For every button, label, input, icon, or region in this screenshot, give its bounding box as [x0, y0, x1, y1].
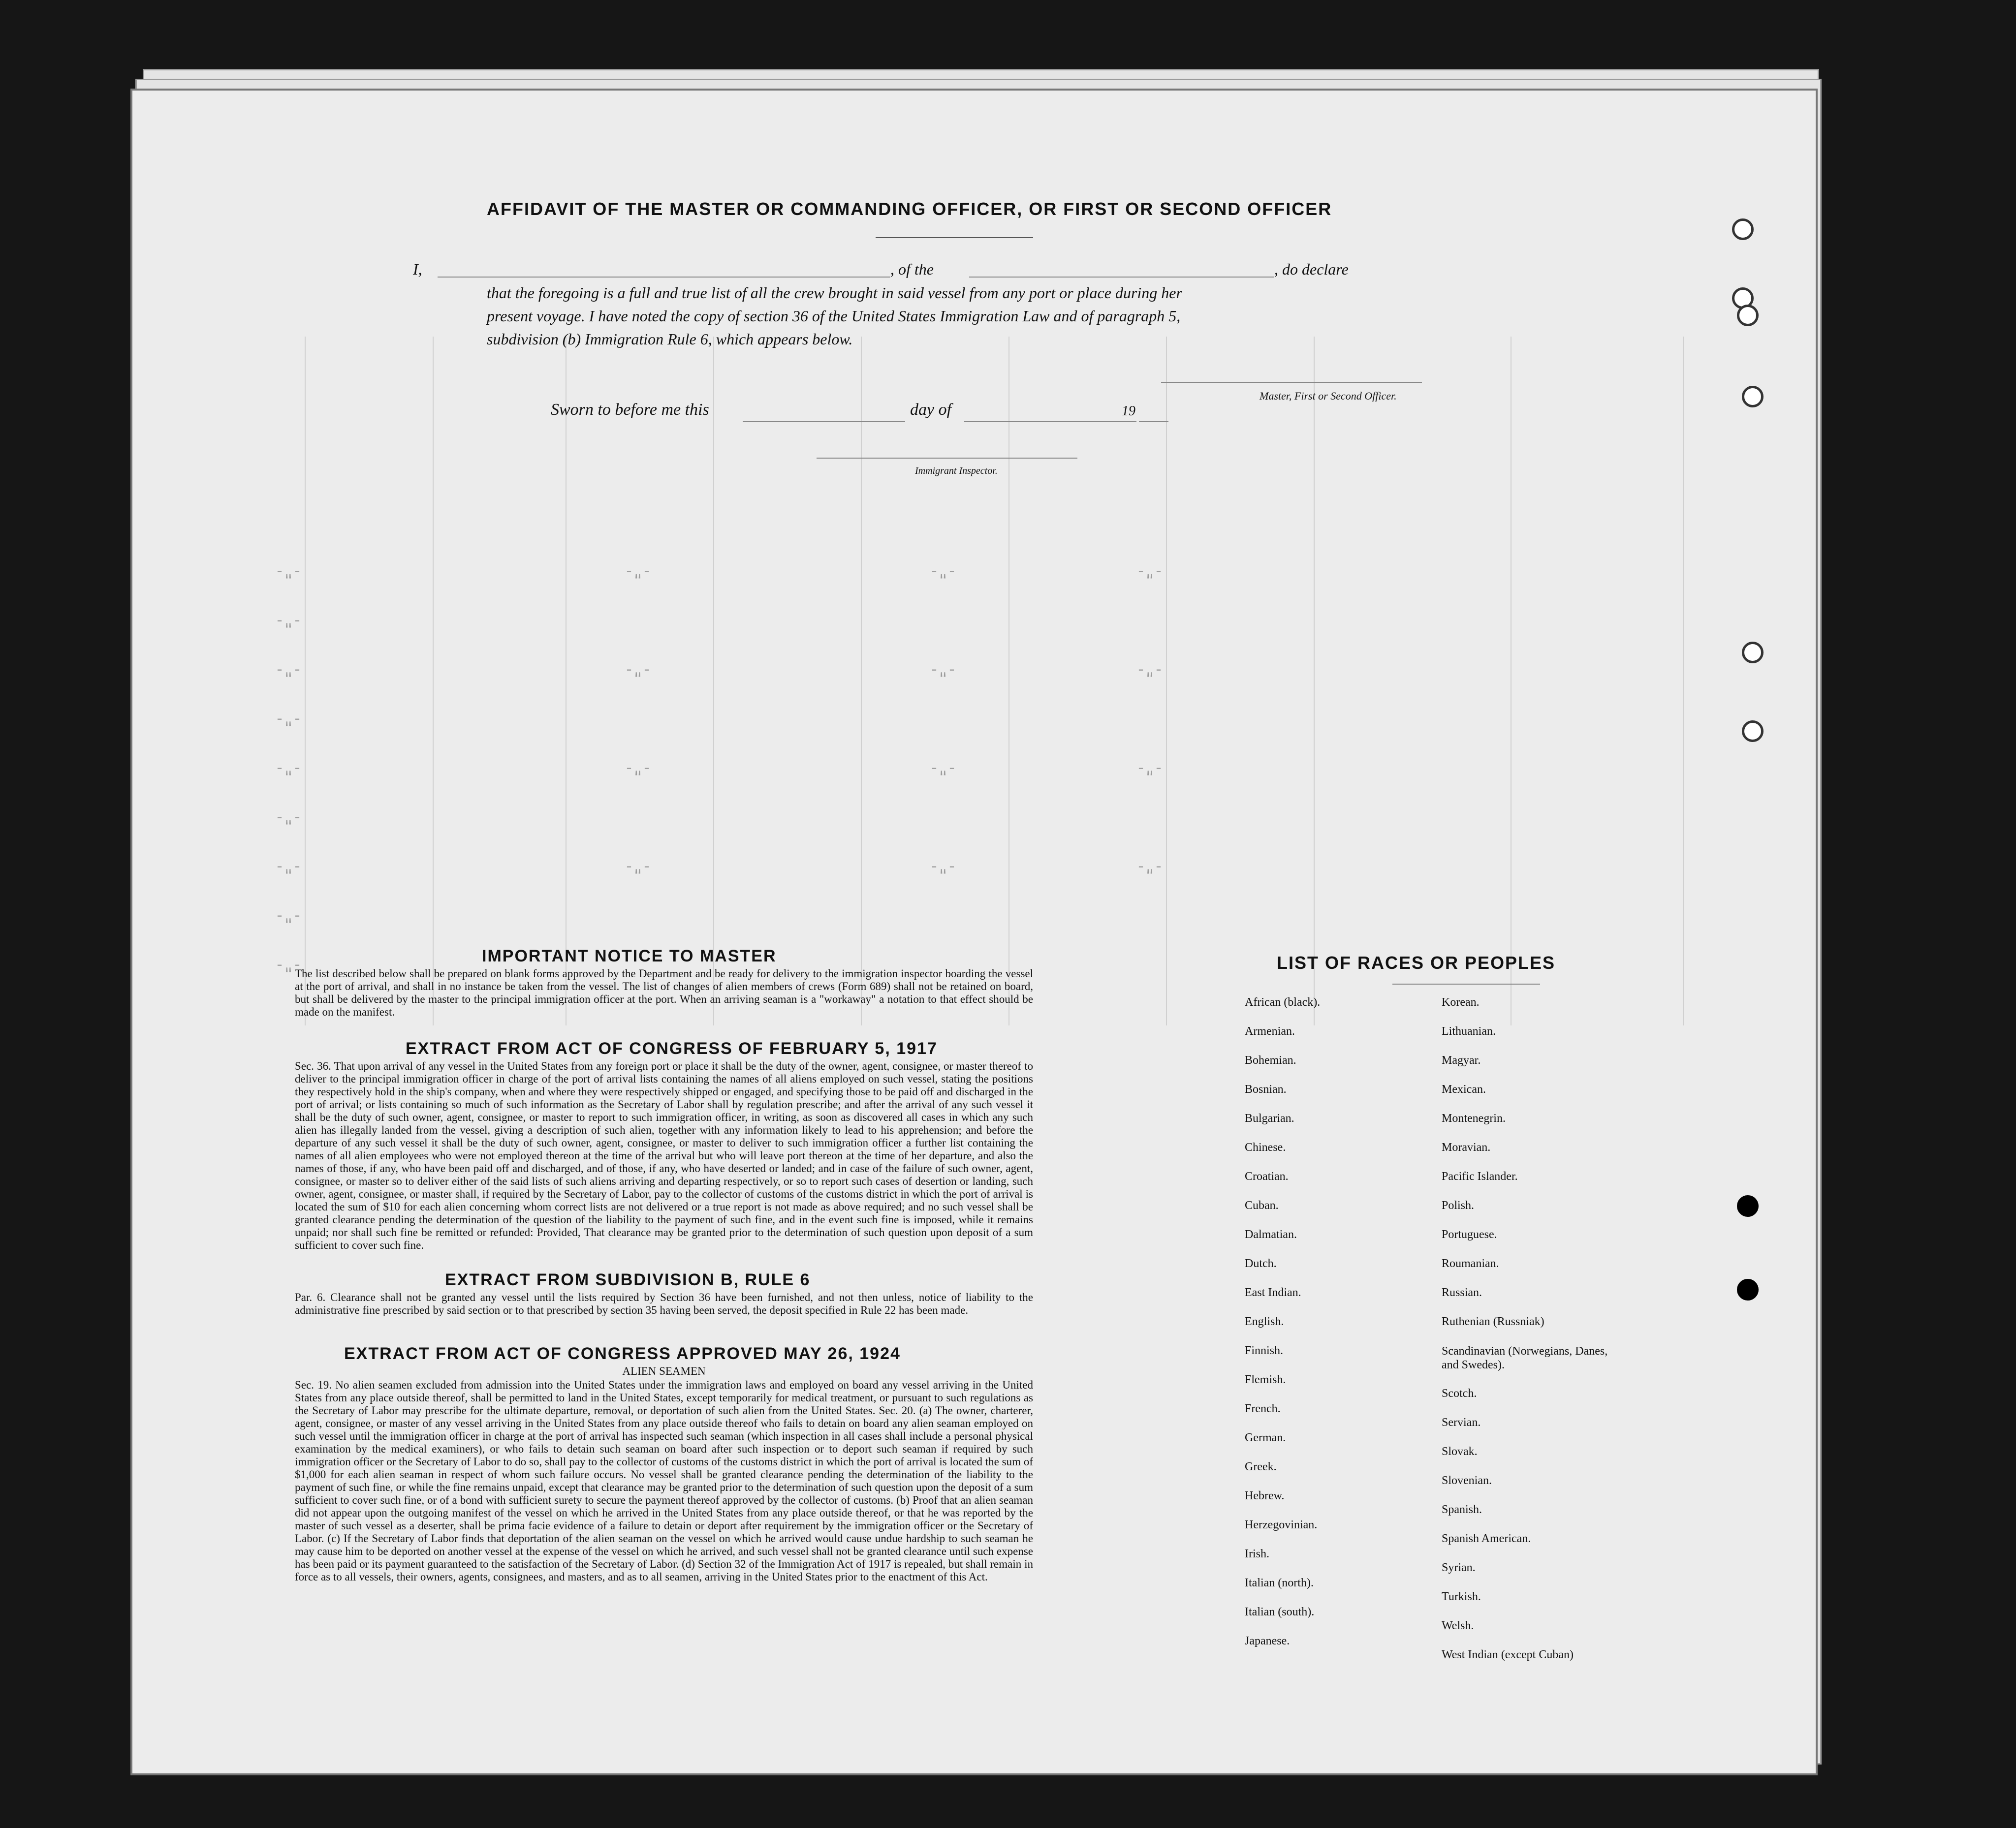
affidavit-i: I,	[413, 260, 422, 278]
race-item: Bohemian.	[1245, 1054, 1296, 1067]
notice-text: The list described below shall be prepared on blank forms approved by the Department and be ready for delivery to the immigration inspector boarding the vessel at the port of arrival, and shall in no instance be taken from the vessel. The list of changes of alien members of crews (Form 689) shall not be retained on board, but shall be delivered by the master to the principal immigration officer at the port. When an arriving seaman is a "workaway" a notation to that effect should be made on the manifest.	[295, 967, 1033, 1018]
inspector-signature-line	[817, 458, 1077, 459]
ghost-ditto: -"-	[275, 907, 302, 924]
title-underline	[876, 237, 1033, 238]
ghost-column-line	[305, 337, 306, 1025]
punch-hole	[1742, 386, 1764, 407]
race-item: Italian (north).	[1245, 1577, 1314, 1589]
races-title: LIST OF RACES OR PEOPLES	[1277, 953, 1556, 973]
race-item: Greek.	[1245, 1460, 1277, 1473]
ghost-ditto: -"-	[275, 858, 302, 875]
race-item: Servian.	[1442, 1416, 1481, 1429]
race-item: Bosnian.	[1245, 1083, 1287, 1096]
ghost-column-line	[1511, 337, 1512, 1025]
punch-hole	[1737, 305, 1759, 326]
race-item: Ruthenian (Russniak)	[1442, 1315, 1544, 1328]
race-item: English.	[1245, 1315, 1284, 1328]
race-item: French.	[1245, 1402, 1281, 1415]
ghost-ditto: -"-	[1136, 661, 1164, 678]
punch-hole	[1742, 720, 1764, 742]
name-blank	[438, 277, 890, 278]
race-item: Herzegovinian.	[1245, 1518, 1318, 1531]
day-of-text: day of	[910, 401, 952, 419]
affidavit-line-4: subdivision (b) Immigration Rule 6, which appears below.	[487, 330, 853, 348]
ghost-ditto: -"-	[930, 563, 957, 580]
ghost-ditto: -"-	[930, 661, 957, 678]
ghost-ditto: -"-	[930, 858, 957, 875]
ghost-ditto: -"-	[930, 760, 957, 776]
sworn-month-blank	[964, 421, 1136, 422]
race-item: Bulgarian.	[1245, 1112, 1294, 1125]
punch-hole	[1742, 642, 1764, 663]
master-signature-line	[1161, 382, 1422, 383]
race-item: Moravian.	[1442, 1141, 1491, 1154]
ghost-ditto: -"-	[625, 661, 652, 678]
ghost-column-line	[1008, 337, 1009, 1025]
race-item: East Indian.	[1245, 1286, 1301, 1299]
race-item: Flemish.	[1245, 1373, 1286, 1386]
extract-1924-subtitle: ALIEN SEAMEN	[622, 1365, 706, 1377]
race-item: Roumanian.	[1442, 1257, 1499, 1270]
race-item: Syrian.	[1442, 1561, 1476, 1574]
vessel-blank	[969, 277, 1274, 278]
race-item: Scotch.	[1442, 1387, 1477, 1400]
ghost-ditto: -"-	[275, 809, 302, 826]
race-item: Spanish.	[1442, 1503, 1482, 1516]
ghost-ditto: -"-	[1136, 760, 1164, 776]
ghost-ditto: -"-	[275, 760, 302, 776]
race-item: Cuban.	[1245, 1199, 1279, 1212]
race-item: Armenian.	[1245, 1025, 1295, 1038]
subdivision-title: EXTRACT FROM SUBDIVISION B, RULE 6	[445, 1270, 811, 1289]
punch-hole	[1732, 218, 1754, 240]
ghost-ditto: -"-	[1136, 858, 1164, 875]
ghost-column-line	[1683, 337, 1684, 1025]
ghost-ditto: -"-	[625, 858, 652, 875]
race-item: Japanese.	[1245, 1635, 1290, 1647]
ghost-ditto: -"-	[275, 661, 302, 678]
race-item: Slovak.	[1442, 1445, 1478, 1458]
race-item: Spanish American.	[1442, 1532, 1531, 1545]
race-item: Polish.	[1442, 1199, 1475, 1212]
affidavit-of-the: , of the	[890, 260, 934, 278]
ghost-ditto: -"-	[625, 563, 652, 580]
race-item: Korean.	[1442, 996, 1480, 1009]
race-item: Montenegrin.	[1442, 1112, 1506, 1125]
extract-1917-title: EXTRACT FROM ACT OF CONGRESS OF FEBRUARY 5, 1917	[406, 1039, 938, 1058]
extract-1924-text: Sec. 19. No alien seamen excluded from admission into the United States under the immigration laws and employed on board any vessel arriving in the United States from any place outside thereof, shall be permitted to land in the United States, except temporarily for medical treatment, or pursuant to such regulations as the Secretary of Labor may prescribe for the ultimate departure, removal, or deportation of such alien from the United States. Sec. 20. (a) The owner, charterer, agent, consignee, or master of any vessel arriving in the United States from any place outside thereof who fails to detain on board any alien seaman employed on such vessel until the immigration officer in charge at the port of arrival has inspected such seaman (which inspection in all cases shall include a personal physical examination by the medical examiners), or who fails to detain such seaman on board after such inspection or to deport such seaman if required by such immigration officer or the Secretary of Labor to do so, shall pay to the collector of customs of the customs district in which the port of arrival is located the sum of $1,000 for each alien seaman in respect of whom such failure occurs. No vessel shall be granted clearance pending the determination of the liability to the payment of such fine, or while the fine remains unpaid, except that clearance may be granted prior to the determination of such question upon the deposit of a sum sufficient to cover such fine, or of a bond with sufficient surety to secure the payment thereof approved by the collector of customs. (b) Proof that an alien seaman did not appear upon the outgoing manifest of the vessel on which he arrived in the United States from any place outside thereof, or that he was reported by the master of such vessel as a deserter, shall be prima facie evidence of a failure to detain or deport after requirement by the immigration officer or the Secretary of Labor. (c) If the Secretary of Labor finds that deportation of the alien seaman on the vessel on which he arrived would cause undue hardship to such seaman he may cause him to be deported on another vessel at the expense of the vessel on which he arrived, and such vessel shall not be granted clearance until such expense has been paid or its payment guaranteed to the satisfaction of the Secretary of Labor. (d) Section 32 of the Immigration Act of 1917 is repealed, but shall remain in force as to all vessels, their owners, agents, consignees, and masters, and as to all seamen, arriving in the United States prior to the enactment of this Act.	[295, 1379, 1033, 1583]
punch-hole	[1737, 1279, 1759, 1301]
race-item: Scandinavian (Norwegians, Danes, and Swedes).	[1442, 1345, 1608, 1371]
ghost-column-line	[861, 337, 862, 1025]
ghost-ditto: -"-	[275, 711, 302, 727]
race-item: Portuguese.	[1442, 1228, 1497, 1241]
sworn-day-blank	[743, 421, 905, 422]
affidavit-line-3: present voyage. I have noted the copy of section 36 of the United States Immigration Law and of paragraph 5,	[487, 307, 1181, 325]
ghost-ditto: -"-	[275, 563, 302, 580]
ghost-ditto: -"-	[1136, 563, 1164, 580]
affidavit-title: AFFIDAVIT OF THE MASTER OR COMMANDING OFFICER, OR FIRST OR SECOND OFFICER	[487, 199, 1332, 219]
ghost-column-line	[433, 337, 434, 1025]
race-item: Finnish.	[1245, 1344, 1284, 1357]
race-item: Magyar.	[1442, 1054, 1481, 1067]
ghost-ditto: -"-	[625, 760, 652, 776]
race-item: Italian (south).	[1245, 1606, 1315, 1618]
affidavit-do-declare: , do declare	[1274, 260, 1349, 278]
race-item: Russian.	[1442, 1286, 1482, 1299]
year-prefix: 19	[1122, 403, 1135, 419]
race-item: German.	[1245, 1431, 1286, 1444]
race-item: Croatian.	[1245, 1170, 1289, 1183]
sworn-text: Sworn to before me this	[551, 401, 709, 419]
race-item: Dutch.	[1245, 1257, 1277, 1270]
bleed-through-large-number	[152, 105, 180, 218]
ghost-column-line	[713, 337, 714, 1025]
race-item: Turkish.	[1442, 1590, 1481, 1603]
ghost-column-line	[1166, 337, 1167, 1025]
race-item: Welsh.	[1442, 1619, 1474, 1632]
master-label: Master, First or Second Officer.	[1260, 390, 1397, 402]
ghost-ditto: -"-	[275, 612, 302, 629]
race-item: Hebrew.	[1245, 1489, 1285, 1502]
race-item: Dalmatian.	[1245, 1228, 1297, 1241]
sworn-year-blank	[1139, 421, 1168, 422]
race-item: West Indian (except Cuban)	[1442, 1648, 1574, 1661]
ghost-column-line	[1314, 337, 1315, 1025]
race-item: Pacific Islander.	[1442, 1170, 1518, 1183]
notice-title: IMPORTANT NOTICE TO MASTER	[482, 947, 777, 965]
inspector-label: Immigrant Inspector.	[915, 465, 998, 476]
race-item: African (black).	[1245, 996, 1321, 1009]
ghost-column-line	[566, 337, 567, 1025]
extract-1917-text: Sec. 36. That upon arrival of any vessel in the United States from any foreign port or place it shall be the duty of the owner, agent, consignee, or master thereof to deliver to the principal immigration officer in charge of the port of arrival lists containing the names of all aliens employed on such vessel, stating the positions they respectively hold in the ship's company, when and where they were respectively shipped or engaged, and specifying those to be paid off and discharged in the port of arrival; or lists containing so much of such information as the Secretary of Labor shall by regulation prescribe; and after the arrival of any such vessel it shall be the duty of such owner, agent, consignee, or master to report to such immigration officer, in writing, as soon as discovered all cases in which any such alien has illegally landed from the vessel, giving a description of such alien, together with any information likely to lead to his apprehension; and before the departure of any such vessel it shall be the duty of such owner, agent, consignee, or master to deliver to such immigration officer a further list containing the names of all alien employees who were not employed thereon at the time of the arrival but who will leave port thereon at the time of her departure, and also the names of those, if any, who have been paid off and discharged, and of those, if any, who have deserted or landed; and in case of the failure of such owner, agent, consignee, or master so to deliver either of the said lists of such aliens arriving and departing respectively, or so to report such cases of desertion or landing, such owner, agent, consignee, or master shall, if required by the Secretary of Labor, pay to the collector of customs of the customs district in which the port of arrival is located the sum of $10 for each alien concerning whom correct lists are not delivered or a true report is not made as above required; and no such vessel shall be granted clearance pending the determination of the question of the liability to the payment of such fine, and in the event such fine is imposed, while it remains unpaid; nor shall such fine be remitted or refunded: Provided, That clearance may be granted prior to the determination of such question upon deposit of a sum sufficient to cover such fine.	[295, 1060, 1033, 1251]
punch-hole	[1737, 1195, 1759, 1217]
affidavit-line-2: that the foregoing is a full and true list of all the crew brought in said vessel from any port or place during her	[487, 284, 1182, 302]
subdivision-text: Par. 6. Clearance shall not be granted any vessel until the lists required by Section 36 have been furnished, and not then unless, notice of liability to the administrative fine prescribed by said section or to that prescribed by section 35 having been served, the deposit specified in Rule 22 has been made.	[295, 1291, 1033, 1316]
race-item: Slovenian.	[1442, 1474, 1492, 1487]
races-column-divider	[1392, 984, 1540, 985]
race-item: Chinese.	[1245, 1141, 1286, 1154]
race-item: Irish.	[1245, 1548, 1269, 1560]
race-item: Lithuanian.	[1442, 1025, 1496, 1038]
race-item: Mexican.	[1442, 1083, 1486, 1096]
extract-1924-title: EXTRACT FROM ACT OF CONGRESS APPROVED MAY 26, 1924	[344, 1344, 901, 1363]
document-page	[130, 89, 1818, 1775]
ghost-ditto: -"-	[275, 957, 302, 973]
